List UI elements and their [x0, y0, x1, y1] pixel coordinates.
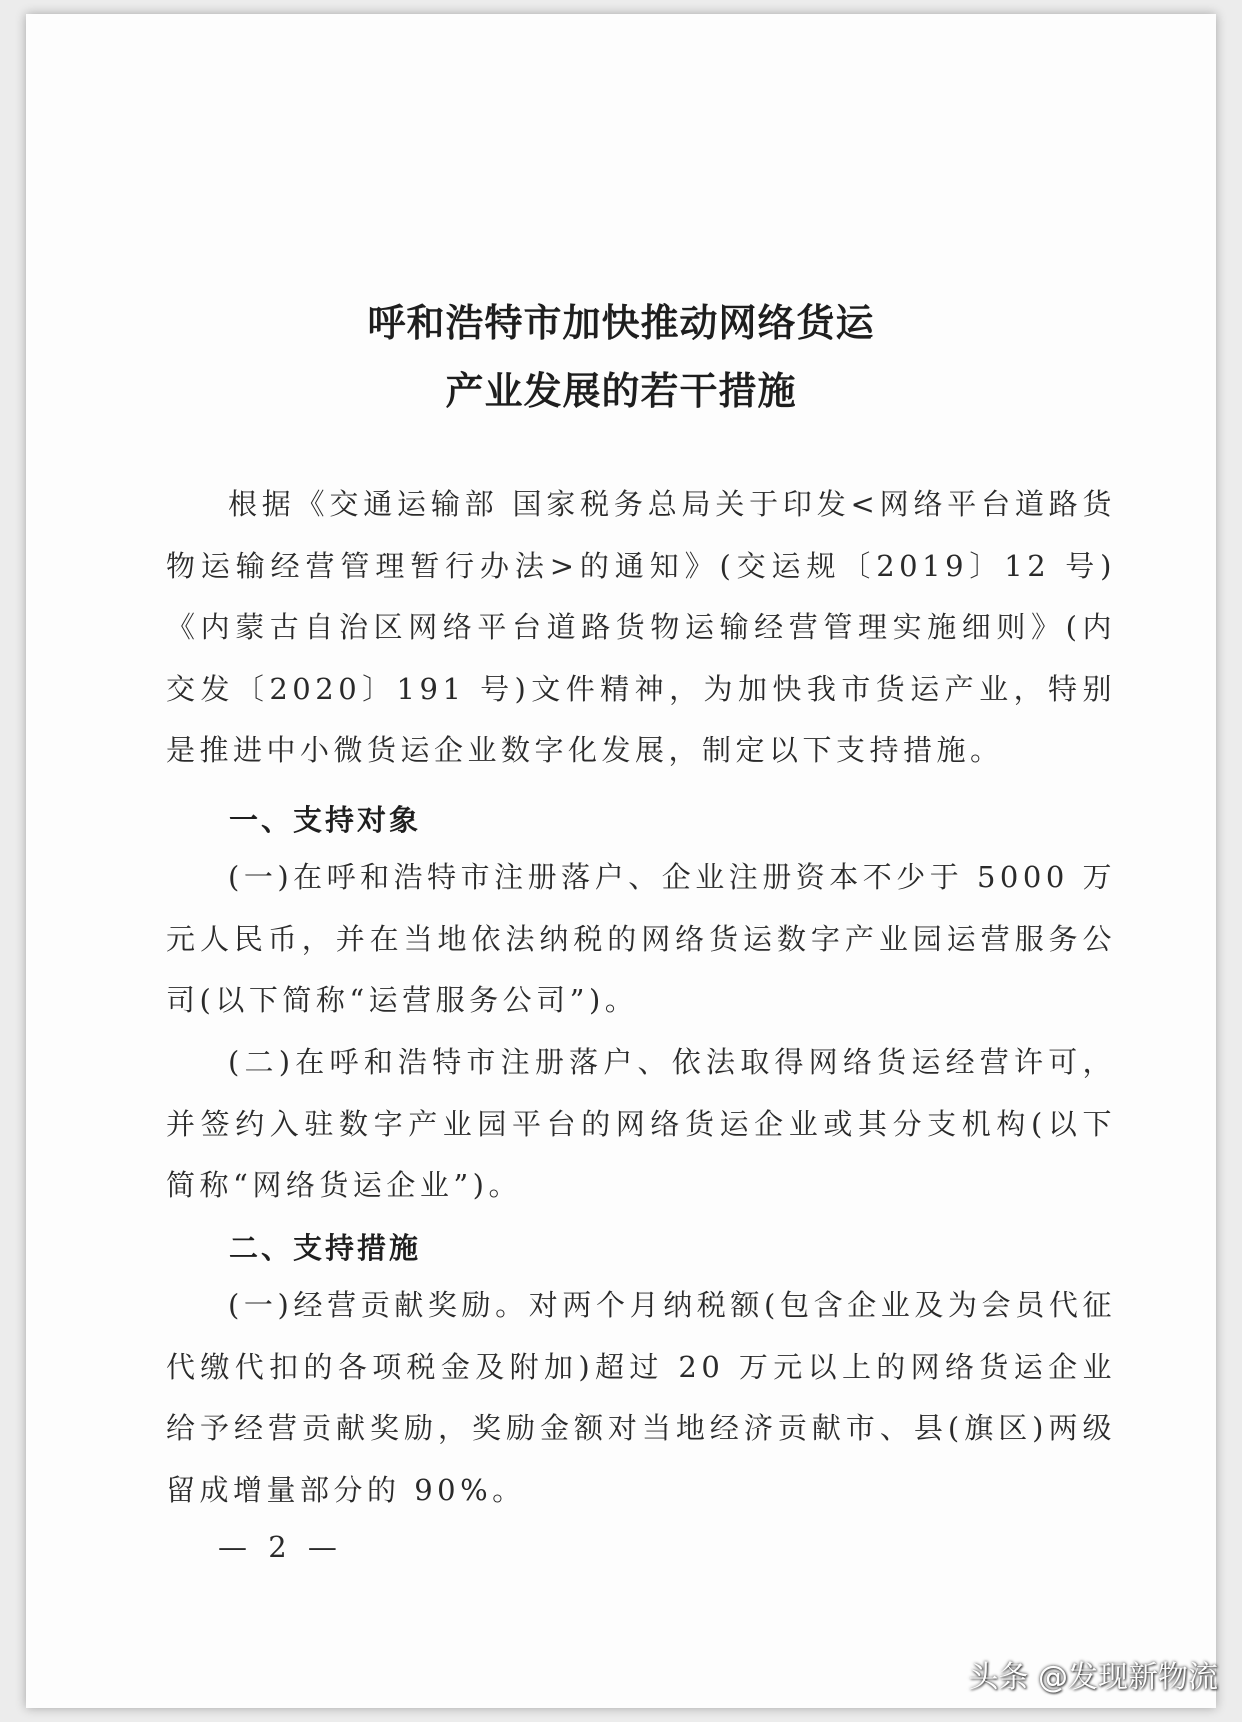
document-page — [26, 14, 1216, 1708]
support-measure-item-1: (一)经营贡献奖励。对两个月纳税额(包含企业及为会员代征代缴代扣的各项税金及附加)超过 20 万元以上的网络货运企业给予经营贡献奖励，奖励金额对当地经济贡献市、县(旗区)两级留成增量部分的 90%。 — [166, 1288, 1116, 1507]
section-heading-support-targets: 一、支持对象 — [229, 803, 422, 837]
document-title-line-2: 产业发展的若干措施 — [445, 368, 797, 413]
section-heading-support-measures: 二、支持措施 — [229, 1231, 422, 1265]
support-target-item-1: (一)在呼和浩特市注册落户、企业注册资本不少于 5000 万元人民币，并在当地依法纳税的网络货运数字产业园运营服务公司(以下简称“运营服务公司”)。 — [166, 860, 1116, 1017]
document-title-line-1: 呼和浩特市加快推动网络货运 — [367, 300, 875, 345]
support-target-item-2: (二)在呼和浩特市注册落户、依法取得网络货运经营许可，并签约入驻数字产业园平台的网络货运企业或其分支机构(以下简称“网络货运企业”)。 — [166, 1045, 1116, 1202]
watermark-text: 头条 @发现新物流 — [968, 1660, 1218, 1695]
intro-paragraph: 根据《交通运输部 国家税务总局关于印发<网络平台道路货物运输经营管理暂行办法>的通知》(交运规〔2019〕12 号)《内蒙古自治区网络平台道路货物运输经营管理实施细则》(内交发〔2020〕191 号)文件精神，为加快我市货运产业，特别是推进中小微货运企业数字化发展，制定以下支持措施。 — [166, 487, 1116, 767]
page-number: — 2 — — [218, 1530, 343, 1564]
